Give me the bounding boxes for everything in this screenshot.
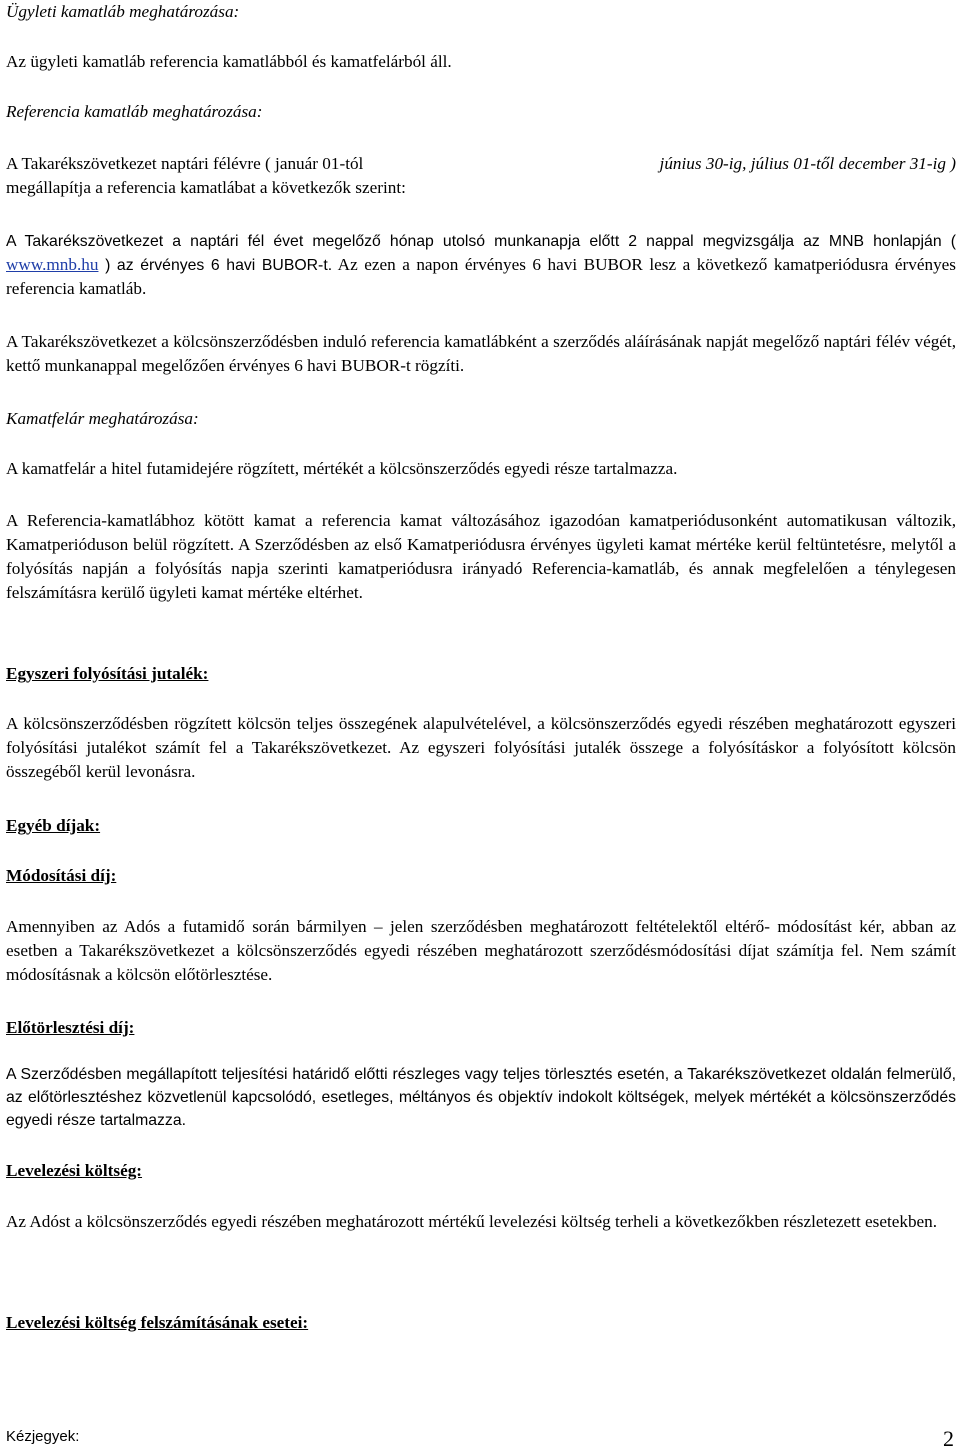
modositasi-heading: Módosítási díj: [6,866,117,885]
referencia-period-left: A Takarékszövetkezet naptári félévre ( január 01-tól [6,154,364,173]
mnb-link[interactable]: www.mnb.hu [6,255,99,274]
page-number: 2 [943,1426,954,1451]
mnb-text-1: A Takarékszövetkezet a naptári fél évet megelőző hónap utolsó munkanapja előtt 2 nappal megvizsgálja az MNB honlapján ( [6,233,956,250]
referencia-method-line: megállapítja a referencia kamatlábat a következők szerint: [6,178,406,197]
kamatfelar-text: A kamatfelár a hitel futamidejére rögzített, mértékét a kölcsönszerződés egyedi része tartalmazza. [6,459,678,478]
modositasi-text: Amennyiben az Adós a futamidő során bármilyen – jelen szerződésben meghatározott feltételektől eltérő- módosítást kér, abban az esetben a Takarékszövetkezet a kölcsönszerződés egyedi részében meghatározott szerződésmódosítási díjat számítja fel. Nem számít módosításnak a kölcsön előtörlesztése. [6,917,956,984]
mnb-text-3: Az ezen a napon érvényes 6 havi BUBOR lesz a következő kamatperiódusra érvényes referencia kamatláb. [6,255,956,298]
referencia-period-paragraph [6,152,956,200]
referencia-heading: Referencia kamatláb meghatározása: [6,102,263,121]
egyszeri-heading: Egyszeri folyósítási jutalék: [6,664,209,683]
kamatfelar-heading: Kamatfelár meghatározása: [6,409,199,428]
elotorlesztesi-text: A Szerződésben megállapított teljesítési határidő előtti részleges vagy teljes törlesztés esetén, a Takarékszövetkezet oldalán felmerülő, az előtörlesztéshez közvetlenül kapcsolódó, esetleges, méltányos és objektív indokolt költségek, melyek mértékét a kölcsönszerződés egyedi része tartalmazza. [6,1066,956,1129]
levelezesi-esetei-heading: Levelezési költség felszámításának esetei: [6,1313,309,1332]
egyeb-dijak-heading: Egyéb díjak: [6,816,101,835]
ugyleti-heading: Ügyleti kamatláb meghatározása: [6,2,240,21]
egyszeri-text: A kölcsönszerződésben rögzített kölcsön teljes összegének alapulvételével, a kölcsönszerződés egyedi részében meghatározott egyszeri folyósítási jutalékot számít fel a Takarékszövetkezet. Az egyszeri folyósítási jutalék összege a folyósításkor a folyósított kölcsön összegéből kerül levonásra. [6,714,956,781]
ugyleti-text: Az ügyleti kamatláb referencia kamatlábból és kamatfelárból áll. [6,52,452,71]
footer-initials-label: Kézjegyek: [6,1428,80,1445]
referencia-period-right: június 30-ig, július 01-től december 31-ig ) [659,154,956,173]
levelezesi-heading: Levelezési költség: [6,1161,143,1180]
referencia-kotott-paragraph: A Referencia-kamatlábhoz kötött kamat a referencia kamat változásához igazodóan kamatperiódusonként automatikusan változik, Kamatperióduson belül rögzített. A Szerződésben az első Kamatperiódusra érvényes ügyleti kamat mértéke kerül feltüntetésre, melytől a folyósítás napján a folyósítás napja szerinti kamatperiódusra irányadó Referencia-kamatláb, és annak megfelelően a ténylegesen felszámításra kerülő ügyleti kamat mértéke eltérhet. [6,511,956,602]
mnb-text-2: ) az érvényes 6 havi BUBOR-t. [98,257,333,274]
referencia-period-line [6,152,956,176]
kolcson-referencia-paragraph: A Takarékszövetkezet a kölcsönszerződésben induló referencia kamatlábként a szerződés aláírásának napját megelőző naptári félév végét, kettő munkanappal megelőzően érvényes 6 havi BUBOR-t rögzíti. [6,332,956,375]
elotorlesztesi-heading: Előtörlesztési díj: [6,1018,135,1037]
mnb-paragraph [6,230,956,301]
levelezesi-text: Az Adóst a kölcsönszerződés egyedi részében meghatározott mértékű levelezési költség terheli a következőkben részletezett esetekben. [6,1212,938,1231]
